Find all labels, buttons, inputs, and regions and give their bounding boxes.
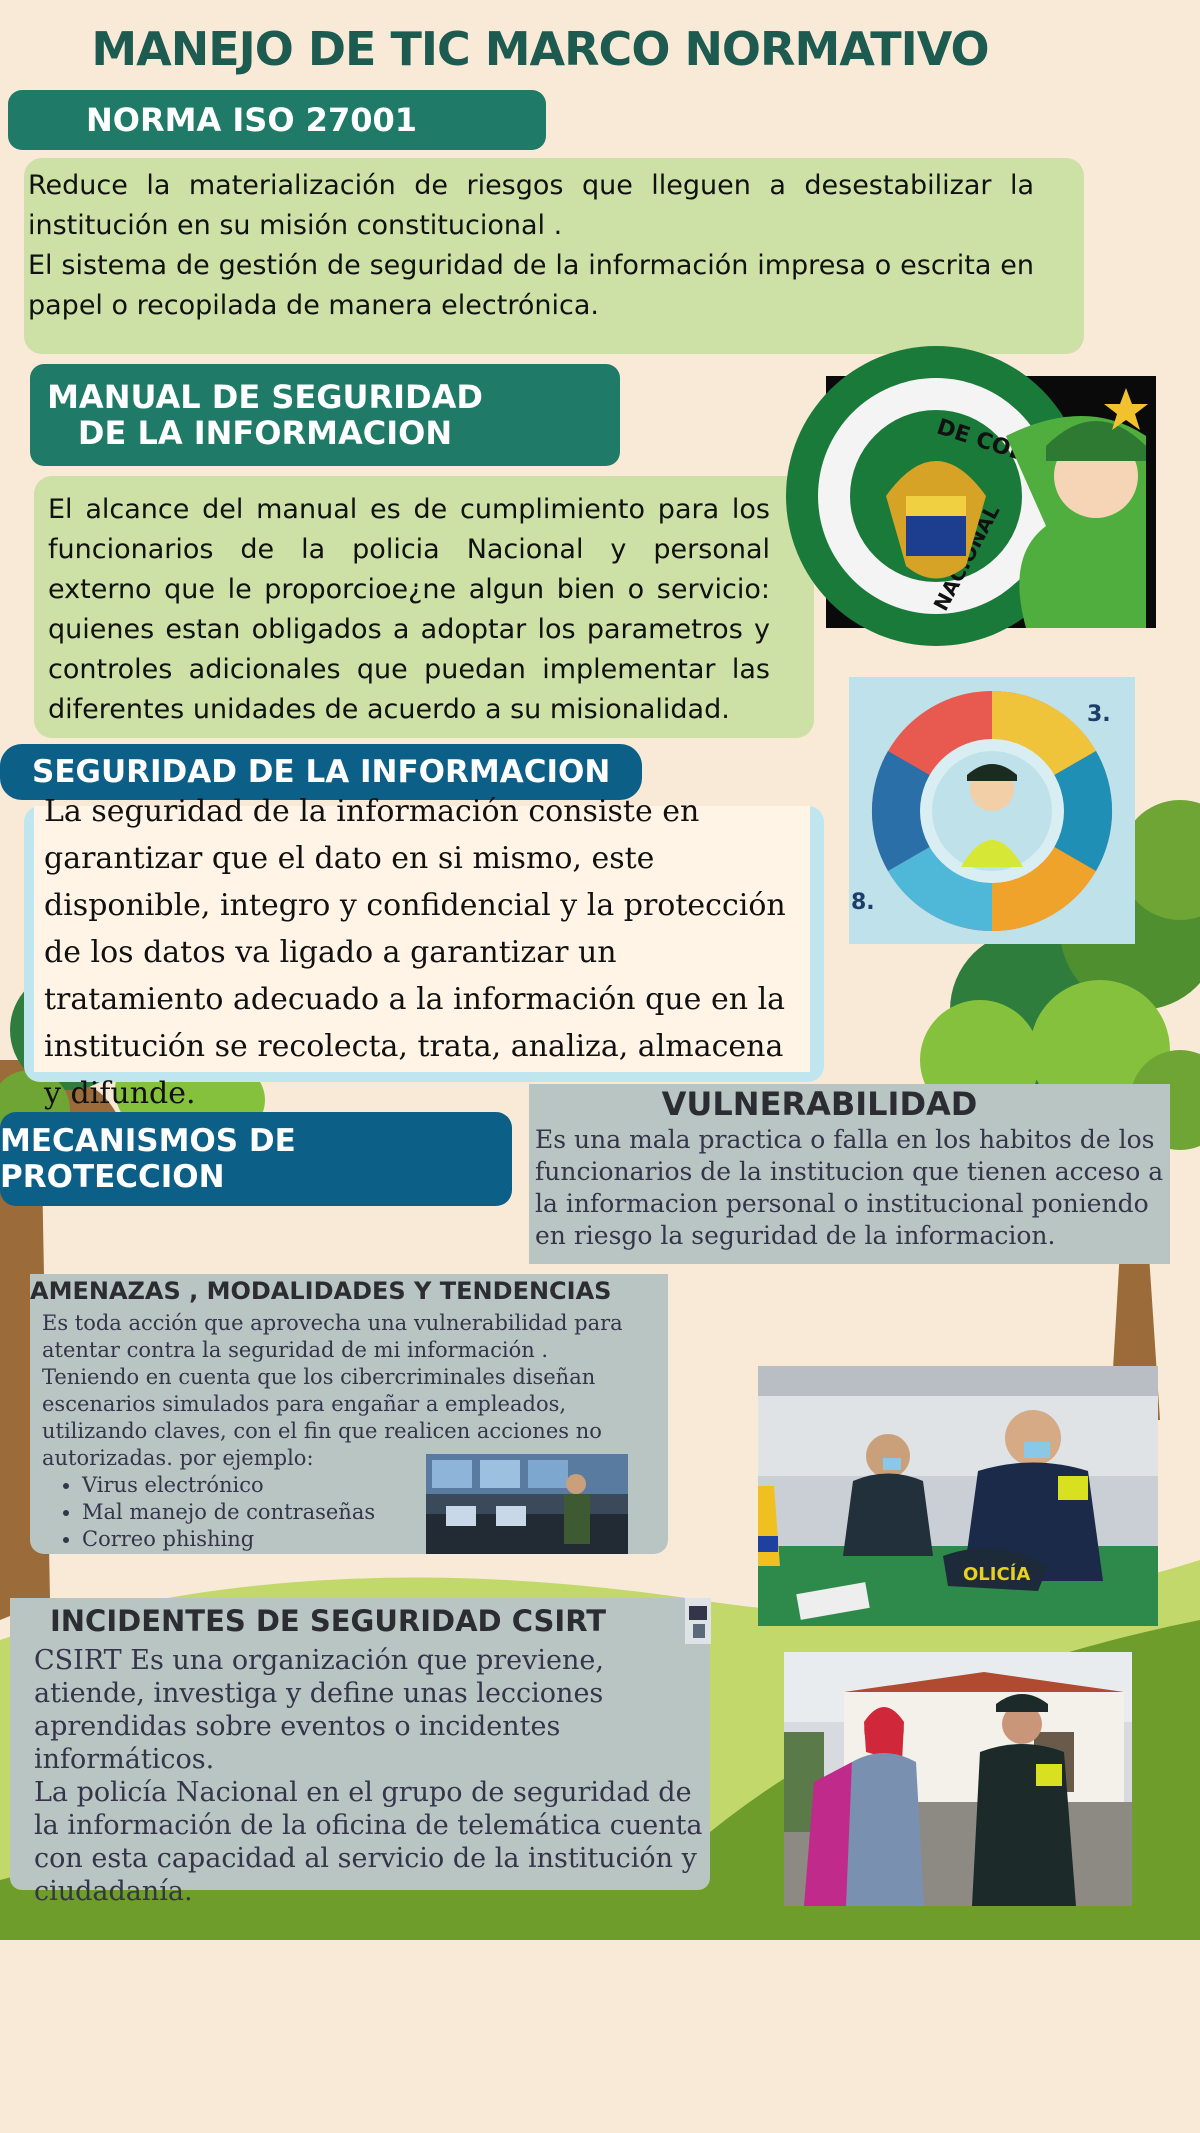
infographic-number-3: 3. bbox=[1087, 702, 1111, 727]
security-infographic-image bbox=[849, 677, 1135, 944]
police-badge-image bbox=[826, 376, 1156, 628]
csirt-corner-illustration bbox=[685, 1598, 711, 1644]
list-item: • Mal manejo de contraseñas bbox=[82, 1499, 642, 1526]
infographic-number-8: 8. bbox=[851, 890, 875, 915]
officer-citizen-image bbox=[784, 1652, 1132, 1906]
csirt-paragraph-1: CSIRT Es una organización que previene, atiende, investiga y define unas lecciones aprendidas sobre eventos o incidentes informáticos. bbox=[34, 1645, 604, 1775]
amenazas-paragraph-2: Teniendo en cuenta que los cibercriminales diseñan escenarios simulados para engañar a empleados, utilizando claves, con el fin que realicen acciones no autorizadas. por ejemplo: bbox=[42, 1365, 602, 1470]
list-item: • Correo phishing bbox=[82, 1526, 642, 1553]
iso-heading-pill bbox=[8, 90, 546, 150]
iso-text-box bbox=[24, 158, 1084, 354]
badge-text: DE bbox=[933, 414, 974, 449]
manual-heading-pill bbox=[30, 364, 620, 466]
police-badge-illustration bbox=[826, 376, 1156, 628]
vulnerabilidad-heading: VULNERABILIDAD bbox=[661, 1085, 978, 1123]
control-room-illustration bbox=[426, 1454, 628, 1554]
officer-citizen-illustration bbox=[784, 1652, 1132, 1906]
manual-text: El alcance del manual es de cumplimiento para los funcionarios de la policia Nacional y personal externo que le proporcioe¿ne algun bien o servicio: quienes estan obligados a adoptar los parametros y controles adicionales que puedan implementar las diferentes unidades de acuerdo a su misionalidad. bbox=[48, 494, 770, 725]
seguridad-heading: SEGURIDAD DE LA INFORMACION bbox=[32, 754, 611, 790]
manual-heading-line1: MANUAL DE SEGURIDAD bbox=[47, 378, 483, 416]
security-wheel-illustration bbox=[849, 677, 1135, 944]
csirt-paragraph-2: La policía Nacional en el grupo de seguridad de la información de la oficina de telemática cuenta con esta capacidad al servicio de la institución y ciudadanía. bbox=[34, 1777, 703, 1907]
csirt-corner-image bbox=[685, 1598, 711, 1644]
csirt-heading: INCIDENTES DE SEGURIDAD CSIRT bbox=[50, 1604, 606, 1638]
mecanismos-heading: MECANISMOS DE PROTECCION bbox=[0, 1123, 296, 1195]
cap-text: OLICÍA bbox=[963, 1564, 1031, 1585]
manual-text-box bbox=[34, 476, 814, 738]
iso-paragraph-2: El sistema de gestión de seguridad de la información impresa o escrita en papel o recopilada de manera electrónica. bbox=[28, 250, 1034, 321]
seguridad-text-inner bbox=[34, 794, 810, 1111]
police-meeting-illustration bbox=[758, 1366, 1158, 1626]
seguridad-text: La seguridad de la información consiste en garantizar que el dato en si mismo, este disponible, integro y confidencial y la protección de los datos va ligado a garantizar un tratamiento adecuado a la información que en la institución se recolecta, trata, analiza, almacena y difunde. bbox=[44, 794, 786, 1111]
list-item: • Virus electrónico bbox=[82, 1472, 642, 1499]
manual-heading-line2: DE LA INFORMACION bbox=[77, 414, 453, 452]
csirt-box bbox=[10, 1598, 710, 1907]
vulnerabilidad-box bbox=[529, 1084, 1170, 1264]
seguridad-text-frame bbox=[24, 794, 824, 1111]
iso-heading: NORMA ISO 27001 bbox=[86, 101, 417, 139]
police-meeting-image bbox=[758, 1366, 1158, 1626]
mecanismos-heading-pill bbox=[0, 1112, 512, 1206]
amenazas-heading: AMENAZAS , MODALIDADES Y TENDENCIAS bbox=[30, 1277, 612, 1305]
amenazas-paragraph-1: Es toda acción que aprovecha una vulnerabilidad para atentar contra la seguridad de mi información . bbox=[42, 1311, 623, 1362]
control-room-image bbox=[426, 1454, 628, 1554]
vulnerabilidad-text: Es una mala practica o falla en los habitos de los funcionarios de la institucion que tienen acceso a la informacion personal o institucional poniendo en riesgo la seguridad de la informacion. bbox=[535, 1125, 1164, 1250]
amenazas-box bbox=[30, 1274, 668, 1554]
iso-paragraph-1: Reduce la materialización de riesgos que lleguen a desestabilizar la institución en su misión constitucional . bbox=[28, 170, 1034, 241]
page-title: MANEJO DE TIC MARCO NORMATIVO bbox=[91, 22, 989, 76]
